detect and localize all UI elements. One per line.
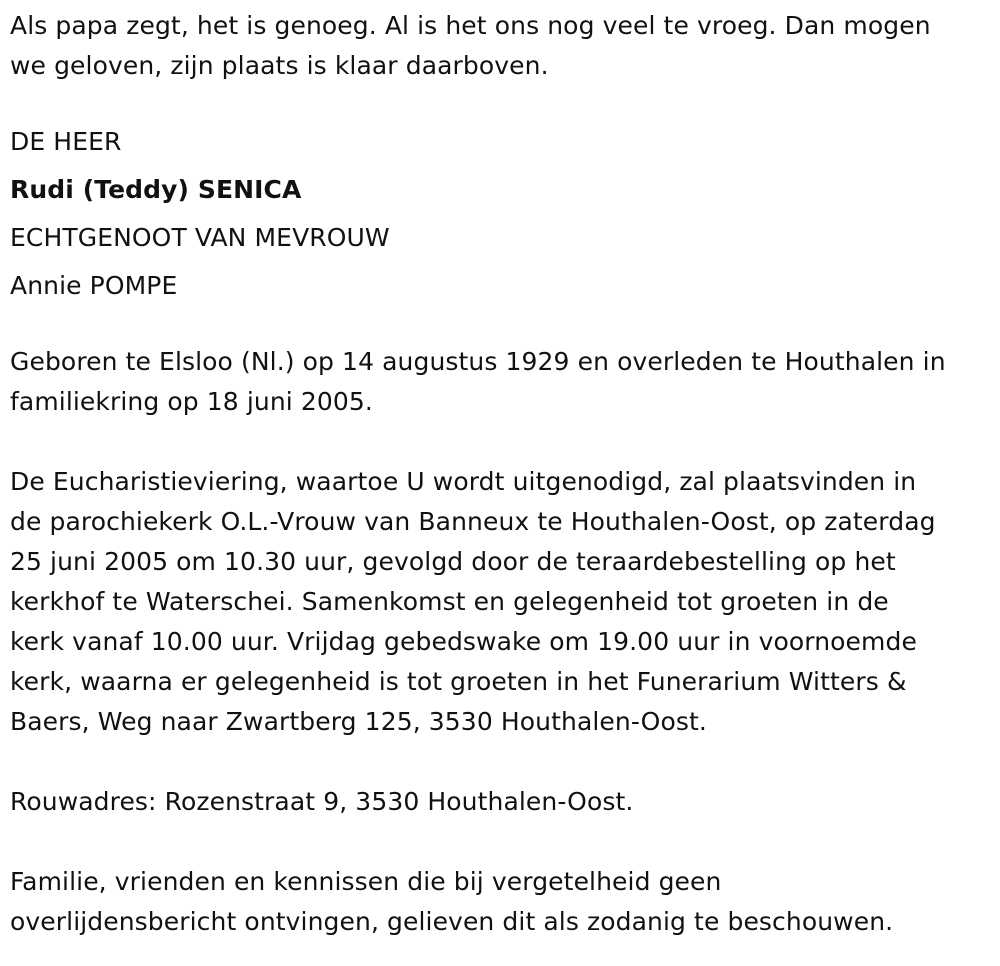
quote-line: Als papa zegt, het is genoeg. Al is het ons nog veel te vroeg. Dan mogen	[10, 11, 931, 40]
ceremony-line: kerk vanaf 10.00 uur. Vrijdag gebedswake om 19.00 uur in voornoemde	[10, 627, 917, 656]
spacer	[10, 422, 995, 462]
ceremony-line: de parochiekerk O.L.-Vrouw van Banneux te Houthalen-Oost, op zaterdag	[10, 507, 936, 536]
closing-line: overlijdensbericht ontvingen, gelieven dit als zodanig te beschouwen.	[10, 907, 894, 936]
ceremony-line: Baers, Weg naar Zwartberg 125, 3530 Houthalen-Oost.	[10, 707, 707, 736]
deceased-block	[10, 118, 995, 310]
deceased-name: Rudi (Teddy) SENICA	[10, 175, 302, 204]
spacer	[10, 742, 995, 782]
ceremony-paragraph	[10, 462, 995, 742]
obituary-document	[10, 6, 995, 942]
quote-paragraph	[10, 6, 995, 86]
mourning-address: Rouwadres: Rozenstraat 9, 3530 Houthalen-Oost.	[10, 787, 634, 816]
honorific-title: DE HEER	[10, 127, 122, 156]
relation-label: ECHTGENOOT VAN MEVROUW	[10, 223, 390, 252]
ceremony-line: 25 juni 2005 om 10.30 uur, gevolgd door de teraardebestelling op het	[10, 547, 896, 576]
closing-line: Familie, vrienden en kennissen die bij vergetelheid geen	[10, 867, 722, 896]
quote-line: we geloven, zijn plaats is klaar daarboven.	[10, 51, 549, 80]
spacer	[10, 86, 995, 118]
address-paragraph	[10, 782, 995, 822]
closing-paragraph	[10, 862, 995, 942]
birth-death-paragraph	[10, 342, 995, 422]
spacer	[10, 822, 995, 862]
birth-death-line: familiekring op 18 juni 2005.	[10, 387, 373, 416]
ceremony-line: De Eucharistieviering, waartoe U wordt uitgenodigd, zal plaatsvinden in	[10, 467, 917, 496]
ceremony-line: kerkhof te Waterschei. Samenkomst en gelegenheid tot groeten in de	[10, 587, 889, 616]
ceremony-line: kerk, waarna er gelegenheid is tot groeten in het Funerarium Witters &	[10, 667, 907, 696]
spacer	[10, 310, 995, 342]
spouse-name: Annie POMPE	[10, 271, 178, 300]
birth-death-line: Geboren te Elsloo (Nl.) op 14 augustus 1929 en overleden te Houthalen in	[10, 347, 946, 376]
